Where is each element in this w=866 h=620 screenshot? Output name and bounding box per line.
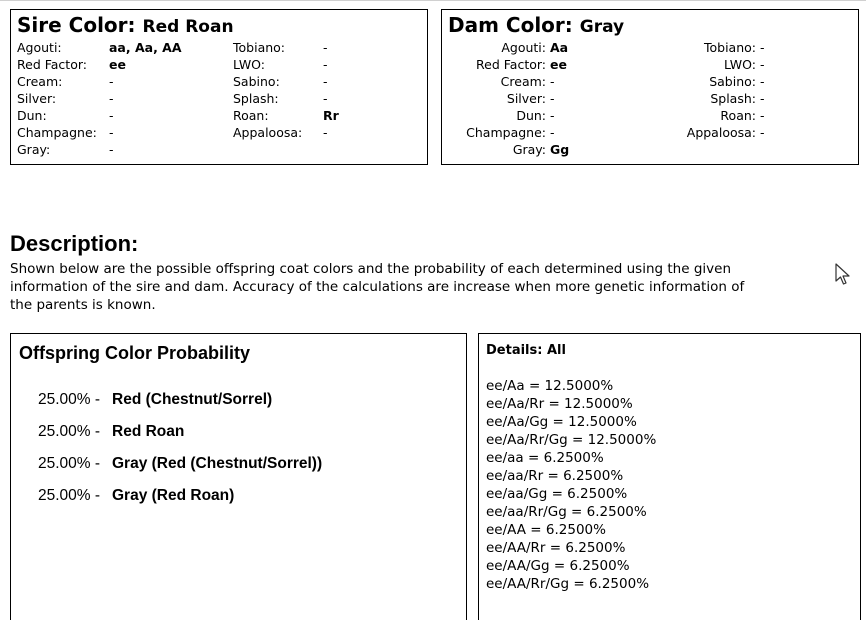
offspring-item [38,448,458,480]
offspring-item [38,384,458,416]
sire-heading: Sire Color: [17,13,136,37]
sire-gene-appaloosa: Appaloosa: - [233,125,328,140]
dam-gene-cream: Cream: - [500,74,555,89]
details-panel [478,333,861,620]
detail-item: ee/Aa/Rr/Gg = 12.5000% [486,432,657,448]
detail-item: ee/AA/Gg = 6.2500% [486,558,630,574]
detail-item: ee/aa/Rr/Gg = 6.2500% [486,504,647,520]
offspring-probability-panel [10,333,467,620]
dam-gene-dun: Dun: - [516,108,555,123]
offspring-color-name: Gray (Red (Chestnut/Sorrel)) [112,455,323,472]
sire-gene-silver: Silver: - [17,91,114,106]
sire-color-value: Red Roan [142,17,234,37]
details-list [486,377,853,593]
sire-color-panel [10,9,428,165]
offspring-percent: 25.00% - [38,455,101,472]
sire-gene-tobiano: Tobiano: - [233,40,328,55]
dam-gene-roan: Roan: - [720,108,765,123]
sire-gene-red-factor: Red Factor: ee [17,57,126,72]
offspring-item [38,480,458,512]
detail-item: ee/Aa/Gg = 12.5000% [486,414,637,430]
detail-item: ee/AA = 6.2500% [486,522,606,538]
dam-color-panel [441,9,859,165]
dam-gene-sabino: Sabino: - [709,74,765,89]
dam-gene-splash: Splash: - [710,91,765,106]
dam-color-value: Gray [579,17,625,37]
dam-gene-gray: Gray: Gg [512,142,570,157]
dam-gene-champagne: Champagne: - [466,125,555,140]
offspring-percent: 25.00% - [38,391,101,408]
dam-gene-silver: Silver: - [506,91,555,106]
dam-gene-lwo: LWO: - [723,57,765,72]
offspring-list [38,384,458,512]
offspring-color-name: Red Roan [112,423,185,440]
sire-gene-champagne: Champagne: - [17,125,114,140]
offspring-percent: 25.00% - [38,423,101,440]
sire-title [17,14,421,38]
description-heading: Description: [10,231,139,256]
sire-gene-splash: Splash: - [233,91,328,106]
offspring-percent: 25.00% - [38,487,101,504]
detail-item: ee/aa/Rr = 6.2500% [486,468,624,484]
sire-gene-lwo: LWO: - [233,57,328,72]
detail-item: ee/aa/Gg = 6.2500% [486,486,628,502]
dam-heading: Dam Color: [448,13,573,37]
details-title: Details: All [486,343,566,358]
description-text: Shown below are the possible offspring coat colors and the probability of each determined using the given information of the sire and dam. Accuracy of the calculations are increase when more genetic information of the parents is known. [10,261,745,313]
offspring-item [38,416,458,448]
sire-gene-cream: Cream: - [17,74,114,89]
offspring-title: Offspring Color Probability [19,343,251,363]
detail-item: ee/Aa/Rr = 12.5000% [486,396,633,412]
dam-title [448,14,852,38]
dam-gene-agouti: Agouti: Aa [501,40,569,55]
top-divider [0,0,866,1]
offspring-color-name: Red (Chestnut/Sorrel) [112,391,273,408]
detail-item: ee/AA/Rr = 6.2500% [486,540,626,556]
mouse-pointer-icon [834,262,852,286]
dam-gene-appaloosa: Appaloosa: - [686,125,765,140]
detail-item: ee/Aa = 12.5000% [486,378,614,394]
sire-gene-dun: Dun: - [17,108,114,123]
offspring-color-name: Gray (Red Roan) [112,487,235,504]
sire-gene-agouti: Agouti: aa, Aa, AA [17,40,182,55]
dam-gene-red-factor: Red Factor: ee [476,57,567,72]
sire-gene-roan: Roan: Rr [233,108,339,123]
sire-gene-gray: Gray: - [17,142,114,157]
detail-item: ee/aa = 6.2500% [486,450,604,466]
sire-gene-sabino: Sabino: - [233,74,328,89]
detail-item: ee/AA/Rr/Gg = 6.2500% [486,576,650,592]
dam-gene-tobiano: Tobiano: - [703,40,765,55]
